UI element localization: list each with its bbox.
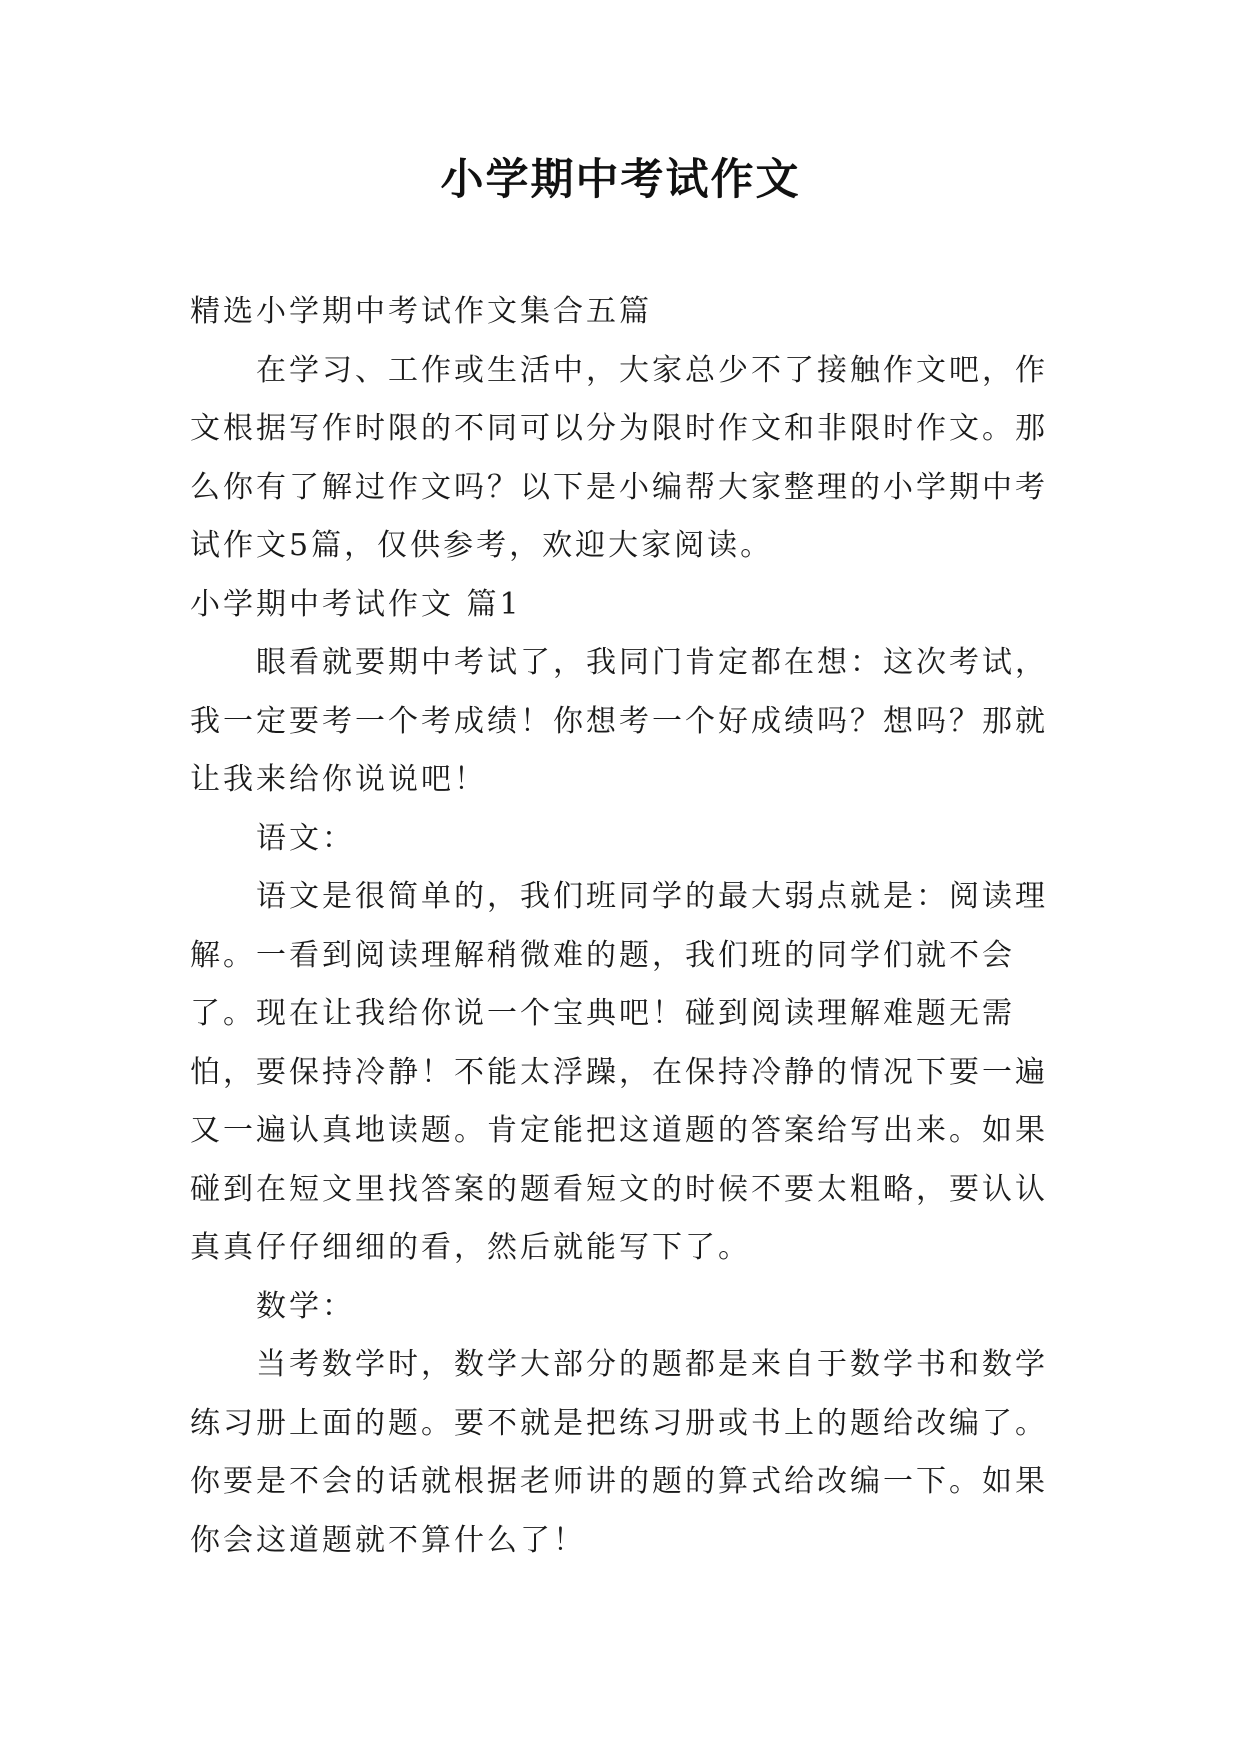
- section-heading-chinese: 语文：: [256, 820, 355, 856]
- document-body: [190, 283, 1052, 1570]
- document-title: 小学期中考试作文: [440, 155, 801, 205]
- essay-paragraph: 眼看就要期中考试了，我同门肯定都在想：这次考试，我一定要考一个考成绩！你想考一个好成绩吗？想吗？那就让我来给你说说吧！: [190, 645, 1048, 797]
- essay-paragraph-math: 当考数学时，数学大部分的题都是来自于数学书和数学练习册上面的题。要不就是把练习册或书上的题给改编了。你要是不会的话就根据老师讲的题的算式给改编一下。如果你会这道题就不算什么了！: [190, 1347, 1048, 1558]
- essay-heading: 小学期中考试作文 篇1: [190, 586, 522, 622]
- intro-paragraph: 在学习、工作或生活中，大家总少不了接触作文吧，作文根据写作时限的不同可以分为限时作文和非限时作文。那么你有了解过作文吗？以下是小编帮大家整理的小学期中考试作文5篇，仅供参考，欢迎大家阅读。: [190, 352, 1048, 563]
- collection-subtitle: 精选小学期中考试作文集合五篇: [190, 294, 652, 329]
- essay-paragraph-chinese: 语文是很简单的，我们班同学的最大弱点就是：阅读理解。一看到阅读理解稍微难的题，我们班的同学们就不会了。现在让我给你说一个宝典吧！碰到阅读理解难题无需怕，要保持冷静！不能太浮躁，在保持冷静的情况下要一遍又一遍认真地读题。肯定能把这道题的答案给写出来。如果碰到在短文里找答案的题看短文的时候不要太粗略，要认认真真仔仔细细的看，然后就能写下了。: [190, 879, 1048, 1265]
- section-heading-math: 数学：: [256, 1288, 355, 1324]
